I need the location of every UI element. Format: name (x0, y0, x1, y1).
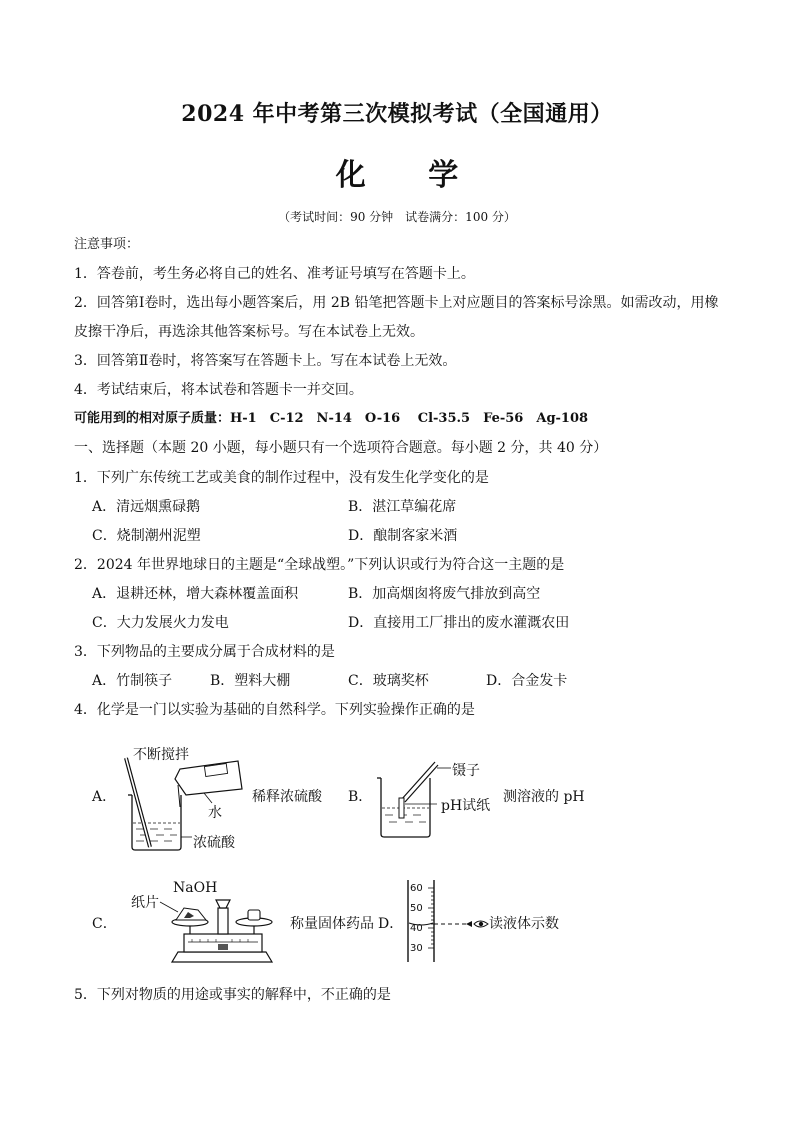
cylinder-tick-30: 30 (410, 943, 423, 954)
q2-option-a: A．退耕还林，增大森林覆盖面积 (92, 586, 299, 602)
note-1: 1．答卷前，考生务必将自己的姓名、准考证号填写在答题卡上。 (74, 266, 475, 282)
q4-a-caption: 稀释浓硫酸 (252, 789, 322, 805)
q3-option-c: C．玻璃奖杯 (348, 673, 429, 689)
note-2: 2．回答第Ⅰ卷时，选出每小题答案后，用 2B 铅笔把答题卡上对应题目的答案标号涂黑。如需改动，用橡 (74, 295, 719, 311)
q3-stem: 3．下列物品的主要成分属于合成材料的是 (74, 644, 335, 660)
notes-heading: 注意事项： (74, 237, 140, 252)
section1-heading: 一、选择题（本题 20 小题，每小题只有一个选项符合题意。每小题 2 分，共 40 分） (74, 440, 608, 456)
q2-option-d: D．直接用工厂排出的废水灌溉农田 (348, 615, 570, 631)
note-2-cont: 皮擦干净后，再选涂其他答案标号。写在本试卷上无效。 (74, 324, 424, 340)
q4-b-letter: B． (348, 789, 373, 805)
q3-option-a: A．竹制筷子 (92, 673, 173, 689)
note-3: 3．回答第Ⅱ卷时，将答案写在答题卡上。写在本试卷上无效。 (74, 353, 457, 369)
q4-a-acid-label: 浓硫酸 (193, 835, 235, 851)
balance-illustration (148, 890, 288, 970)
q1-stem: 1．下列广东传统工艺或美食的制作过程中，没有发生化学变化的是 (74, 470, 489, 486)
exam-title: 2024 年中考第三次模拟考试（全国通用） (181, 101, 613, 127)
q4-c-letter: C． (92, 916, 117, 932)
q3-option-d: D．合金发卡 (486, 673, 568, 689)
q4-c-caption: 称量固体药品 (290, 916, 374, 932)
dilution-illustration (120, 755, 255, 855)
q2-option-b: B．加高烟囱将废气排放到高空 (348, 586, 541, 602)
cylinder-tick-40: 40 (410, 923, 423, 934)
q2-option-c: C．大力发展火力发电 (92, 615, 229, 631)
q4-a-water-label: 水 (208, 805, 222, 821)
q3-option-b: B．塑料大棚 (210, 673, 291, 689)
q4-b-paper-label: pH试纸 (441, 798, 491, 814)
subject-title: 化 学 (335, 158, 485, 193)
q4-d-caption: 读液体示数 (489, 916, 559, 932)
q4-b-tweezers-label: 镊子 (452, 763, 480, 779)
q4-b-caption: 测溶液的 pH (503, 789, 585, 805)
q2-stem: 2．2024 年世界地球日的主题是“全球战塑。”下列认识或行为符合这一主题的是 (74, 557, 565, 573)
q1-option-a: A．清远烟熏碌鹅 (92, 499, 201, 515)
q4-d-letter: D． (378, 916, 404, 932)
graduated-cylinder-illustration (404, 876, 490, 966)
note-4: 4．考试结束后，将本试卷和答题卡一并交回。 (74, 382, 363, 398)
q5-stem: 5．下列对物质的用途或事实的解释中，不正确的是 (74, 987, 391, 1003)
q4-a-stir-label: 不断搅拌 (133, 747, 189, 763)
q4-a-letter: A． (92, 789, 117, 805)
cylinder-tick-50: 50 (410, 903, 423, 914)
ph-test-illustration (375, 760, 455, 840)
q4-c-paper-label: 纸片 (131, 895, 159, 911)
q1-option-b: B．湛江草编花席 (348, 499, 457, 515)
q1-option-d: D．酿制客家米酒 (348, 528, 458, 544)
cylinder-tick-60: 60 (410, 883, 423, 894)
atomic-masses: 可能用到的相对原子质量：H-1 C-12 N-14 O-16 Cl-35.5 Fe-56 Ag-108 (74, 411, 589, 426)
q4-c-naoh-label: NaOH (173, 880, 218, 896)
time-info: （考试时间：90 分钟 试卷满分：100 分） (278, 210, 516, 224)
q4-stem: 4．化学是一门以实验为基础的自然科学。下列实验操作正确的是 (74, 702, 475, 718)
q1-option-c: C．烧制潮州泥塑 (92, 528, 201, 544)
